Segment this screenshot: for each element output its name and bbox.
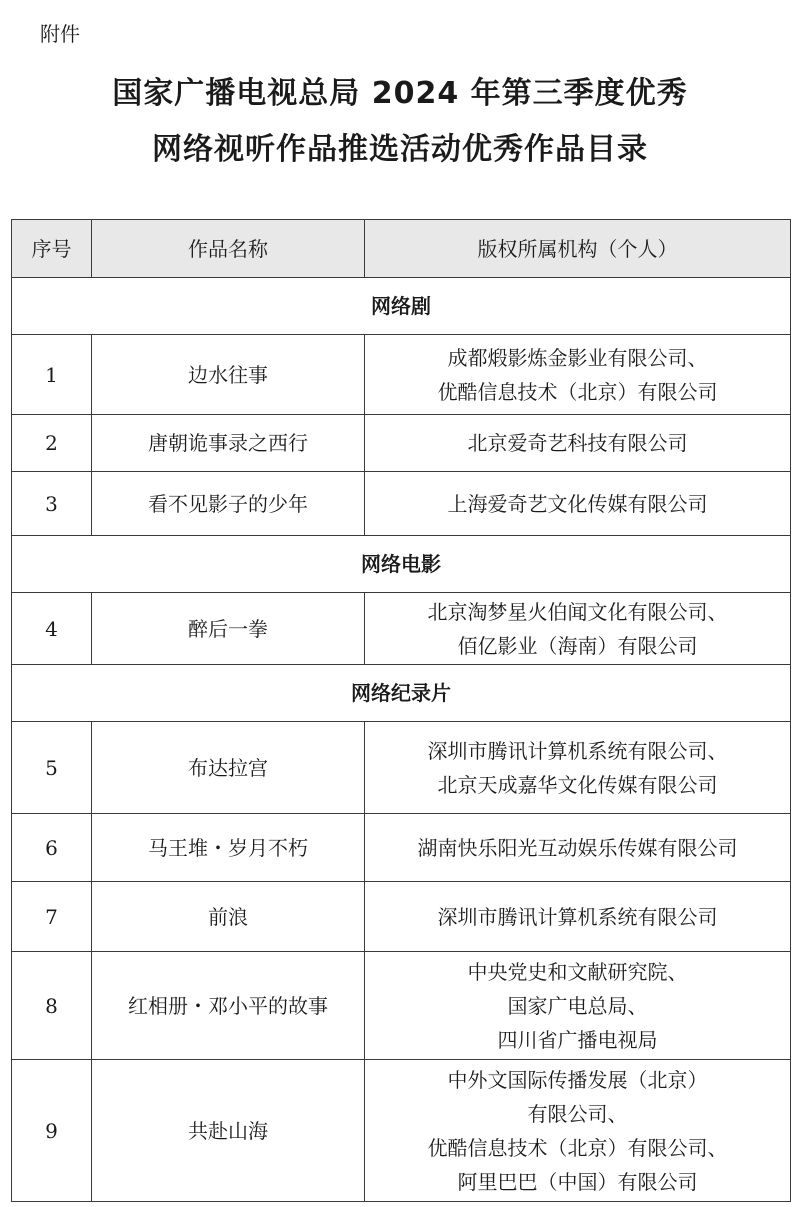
table-row (12, 1060, 791, 1202)
table-row (12, 952, 791, 1060)
owner-line: 深圳市腾讯计算机系统有限公司 (437, 904, 718, 929)
copyright-owner (365, 722, 791, 814)
copyright-owner (365, 593, 791, 665)
owner-line: 中外文国际传播发展（北京） (447, 1067, 708, 1092)
category-label: 网络剧 (12, 278, 791, 335)
owner-line: 湖南快乐阳光互动娱乐传媒有限公司 (417, 835, 738, 860)
table-row (12, 335, 791, 415)
work-name: 红相册・邓小平的故事 (92, 952, 365, 1060)
copyright-owner (365, 415, 791, 472)
owner-line: 优酷信息技术（北京）有限公司、 (427, 1135, 728, 1160)
row-number: 1 (12, 335, 92, 415)
copyright-owner (365, 1060, 791, 1202)
owner-line: 北京淘梦星火伯闻文化有限公司、 (427, 599, 728, 624)
copyright-owner (365, 814, 791, 882)
table-row (12, 722, 791, 814)
column-header-number: 序号 (12, 220, 92, 278)
column-header-work-name: 作品名称 (92, 220, 365, 278)
column-header-copyright-owner: 版权所属机构（个人） (365, 220, 791, 278)
row-number: 3 (12, 472, 92, 536)
work-name: 醉后一拳 (92, 593, 365, 665)
owner-line: 有限公司、 (527, 1101, 628, 1126)
owner-line: 北京爱奇艺科技有限公司 (467, 431, 688, 455)
table-row (12, 415, 791, 472)
owner-line: 北京天成嘉华文化传媒有限公司 (437, 772, 718, 797)
row-number: 4 (12, 593, 92, 665)
owner-line: 阿里巴巴（中国）有限公司 (457, 1169, 698, 1194)
row-number: 5 (12, 722, 92, 814)
row-number: 9 (12, 1060, 92, 1202)
category-row (12, 536, 791, 593)
copyright-owner (365, 952, 791, 1060)
table-header-row (12, 220, 791, 278)
table-row (12, 472, 791, 536)
table-row (12, 593, 791, 665)
work-name: 唐朝诡事录之西行 (92, 415, 365, 472)
row-number: 2 (12, 415, 92, 472)
works-table (11, 219, 791, 1202)
owner-line: 佰亿影业（海南）有限公司 (457, 633, 698, 658)
copyright-owner (365, 882, 791, 952)
work-name: 布达拉宫 (92, 722, 365, 814)
copyright-owner (365, 335, 791, 415)
row-number: 6 (12, 814, 92, 882)
owner-line: 优酷信息技术（北京）有限公司 (437, 379, 718, 404)
document-title-line1: 国家广播电视总局 2024 年第三季度优秀 (112, 76, 688, 111)
owner-line: 国家广电总局、 (507, 993, 648, 1018)
work-name: 共赴山海 (92, 1060, 365, 1202)
owner-line: 上海爱奇艺文化传媒有限公司 (447, 491, 708, 516)
work-name: 看不见影子的少年 (92, 472, 365, 536)
table-row (12, 882, 791, 952)
row-number: 8 (12, 952, 92, 1060)
row-number: 7 (12, 882, 92, 952)
attachment-label: 附件 (40, 22, 80, 46)
work-name: 前浪 (92, 882, 365, 952)
owner-line: 深圳市腾讯计算机系统有限公司、 (427, 738, 728, 763)
category-row (12, 665, 791, 722)
owner-line: 中央党史和文献研究院、 (467, 959, 688, 984)
table-row (12, 814, 791, 882)
document-title-line2: 网络视听作品推选活动优秀作品目录 (152, 132, 648, 167)
work-name: 马王堆・岁月不朽 (92, 814, 365, 882)
owner-line: 成都煅影炼金影业有限公司、 (447, 345, 708, 370)
owner-line: 四川省广播电视局 (497, 1027, 658, 1052)
copyright-owner (365, 472, 791, 536)
category-row (12, 278, 791, 335)
category-label: 网络纪录片 (12, 665, 791, 722)
work-name: 边水往事 (92, 335, 365, 415)
category-label: 网络电影 (12, 536, 791, 593)
